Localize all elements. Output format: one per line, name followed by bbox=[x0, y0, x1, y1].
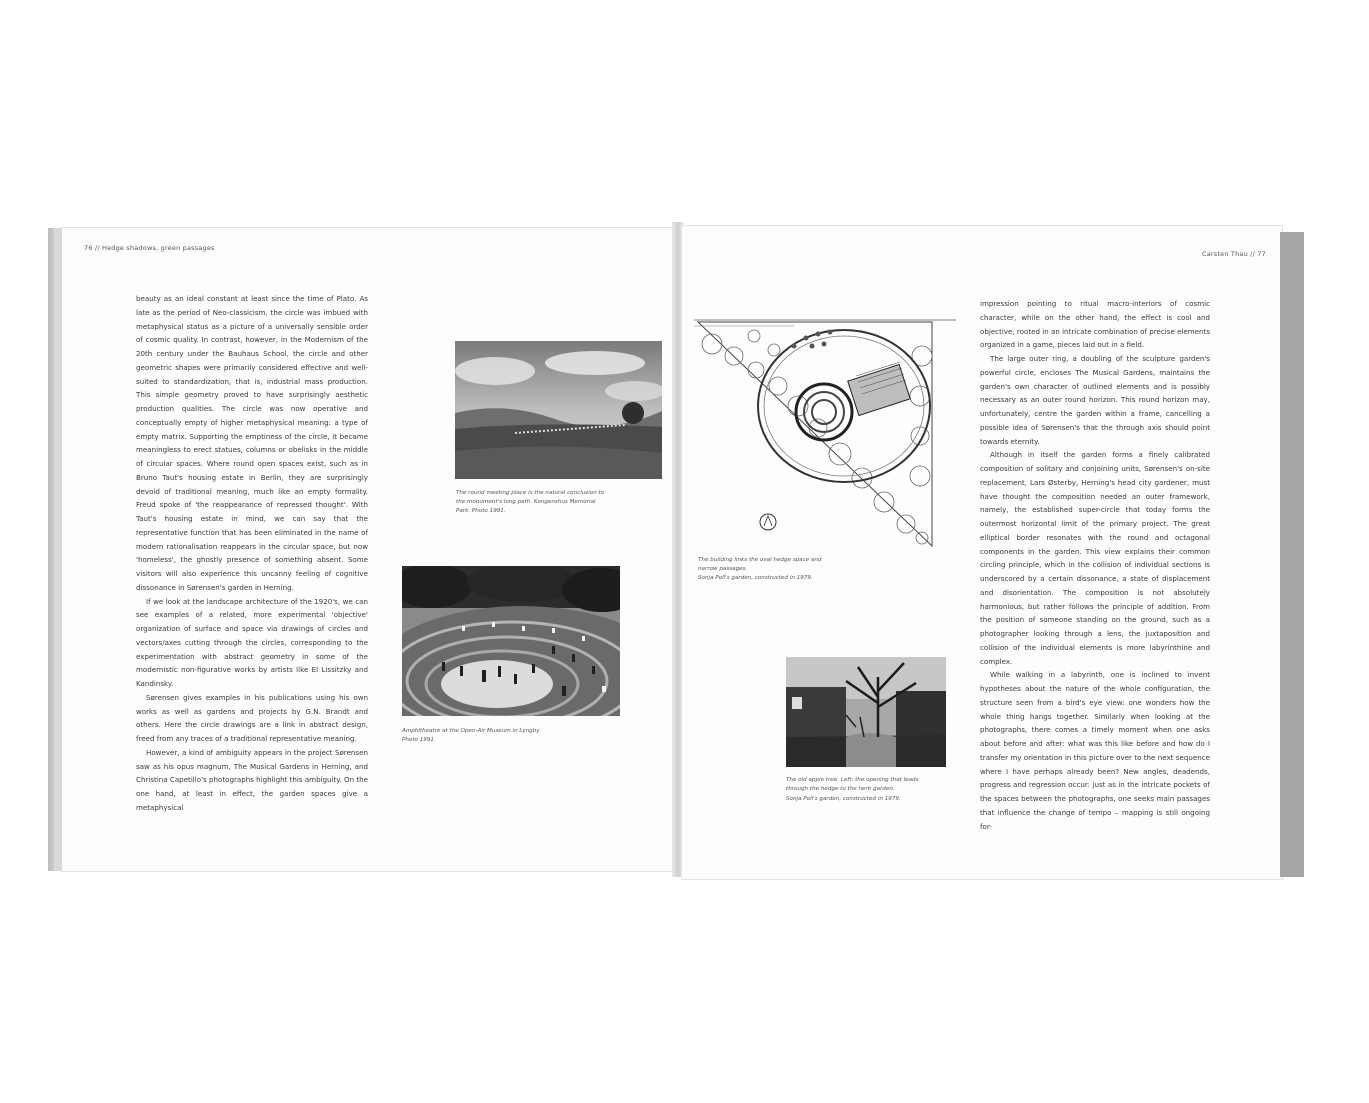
landscape-photo-caption: The round meeting place is the natural conclusion to the monument's long path. Kongenshus Memorial Park. Photo 1991. bbox=[456, 490, 605, 514]
plan-caption-b: Sonja Poll's garden, constructed in 1979. bbox=[698, 575, 813, 581]
left-text-column bbox=[136, 292, 368, 815]
right-text-column bbox=[980, 297, 1210, 833]
right-page-edge bbox=[1280, 232, 1304, 877]
amphitheatre-photo-caption: Amphitheatre at the Open-Air Museum in Lyngby. Photo 1991. bbox=[402, 728, 541, 743]
right-paragraph-4: While walking in a labyrinth, one is inclined to invent hypotheses about the nature of the whole configuration, the structure seen from a bird's eye view: one wonders how the whole thing hangs together. Similarly when looking at the photographs, there comes a timely moment when one asks about before and after: what was this like before and how do I transfer my orientation in this picture over to the next sequence where I have perhaps already been? New angles, deadends, progress and regression occur: just as in the intricate pockets of the spaces between the photographs, one seeks main passages that influence the change of tempo – mapping is still ongoing for- bbox=[980, 670, 1210, 831]
left-paragraph-1: beauty as an ideal constant at least since the time of Plato. As late as the period of Neo-classicism, the circle was imbued with metaphysical status as a picture of a universally sensible order of cosmic quality. In contrast, however, in the Modernism of the 20th century under the Bauhaus School, the circle and other geometric shapes were primarily considered effective and well-suited to standardization, that is, industrial mass production. This simple geometry proved to have surprisingly aesthetic production qualities. The circle was now operative and conceptually empty of higher metaphysical meaning: a type of empty matrix. Supporting the emptiness of the circle, it became meaningless to erect statues, columns or obelisks in the middle of circular spaces. Where round open spaces exist, such as in Bruno Taut's housing estate in Berlin, they are surprisingly devoid of traditional meaning, much like an empty formality. Freud spoke of 'the reappearance of repressed thought'. With Taut's housing estate in mind, we can say that the representative function that has been eliminated in the name of modern rationalisation reappears in the circular space, but now 'homeless', the ghostly presence of something absent. Some visitors will also experience this uncanny feeling of cognitive dissonance in Sørensen's garden in Herning. bbox=[136, 294, 368, 592]
tree-caption-a: The old apple tree. Left: the opening that leads through the hedge to the herb garden. bbox=[786, 777, 919, 792]
apple-tree-photo bbox=[786, 657, 946, 767]
left-paragraph-2: If we look at the landscape architecture of the 1920's, we can see examples of a related, more experimental 'objective' organization of surface and space via drawings of circles and vectors/axes cutting through the circles, corresponding to the experimentation with abstract geometry in some of the modernistic non-figurative works by artists like El Lissitzky and Kandinsky. bbox=[136, 596, 368, 688]
left-paragraph-3: Sørensen gives examples in his publications using his own works as well as gardens and projects by G.N. Brandt and others. Here the circle drawings are a link in abstract design, freed from any traces of a traditional representative meaning. bbox=[136, 692, 368, 743]
right-paragraph-3: Although in itself the garden forms a finely calibrated composition of solitary and conjoining units, Sørensen's on-site replacement, Lars Østerby, Herning's head city gardener, must have thought the composition needed an outer framework, namely, the established super-circle that today forms the outermost horizontal limit of the primary project. The great elliptical border resonates with the round and octagonal components in the garden. This view explains their common circling principle, which in the collision of individual sections is underscored by a certain dissonance, a state of displacement and disorientation. The composition is not absolutely harmonious, but rather follows the principle of addition. From the position of someone standing on the ground, such as a photographer looking through a lens, the juxtaposition and collision of the individual elements is more labyrinthine and complex. bbox=[980, 450, 1210, 666]
right-paragraph-1: impression pointing to ritual macro-interiors of cosmic character, while on the other hand, the effect is cool and objective, rooted in an intricate combination of precise elements organized in a game, pieces laid out in a field. bbox=[980, 299, 1211, 350]
right-paragraph-2: The large outer ring, a doubling of the sculpture garden's powerful circle, encloses The Musical Gardens, maintains the garden's own character of outlined elements and is possibly necessary as an outer round horizon. This round horizon may, unfortunately, centre the garden within a frame, cancelling a possible idea of Sørensen's that the through axis should point towards eternity. bbox=[980, 354, 1210, 446]
left-paragraph-4: However, a kind of ambiguity appears in the project Sørensen saw as his opus magnum, The Musical Gardens in Herning, and Christina Capetillo's photographs highlight this ambiguity. On the one hand, at least in effect, the garden spaces give a metaphysical bbox=[136, 747, 368, 812]
left-running-head: 76 // Hedge shadows, green passages bbox=[84, 244, 215, 252]
right-running-head: Carsten Thau // 77 bbox=[1202, 250, 1266, 258]
plan-caption-a: The building links the oval hedge space and narrow passages. bbox=[698, 557, 822, 572]
garden-plan-drawing bbox=[694, 316, 956, 550]
kongenshus-landscape-photo bbox=[455, 341, 662, 479]
tree-caption-b: Sonja Poll's garden, constructed in 1979. bbox=[786, 796, 901, 802]
amphitheatre-photo bbox=[402, 566, 620, 716]
